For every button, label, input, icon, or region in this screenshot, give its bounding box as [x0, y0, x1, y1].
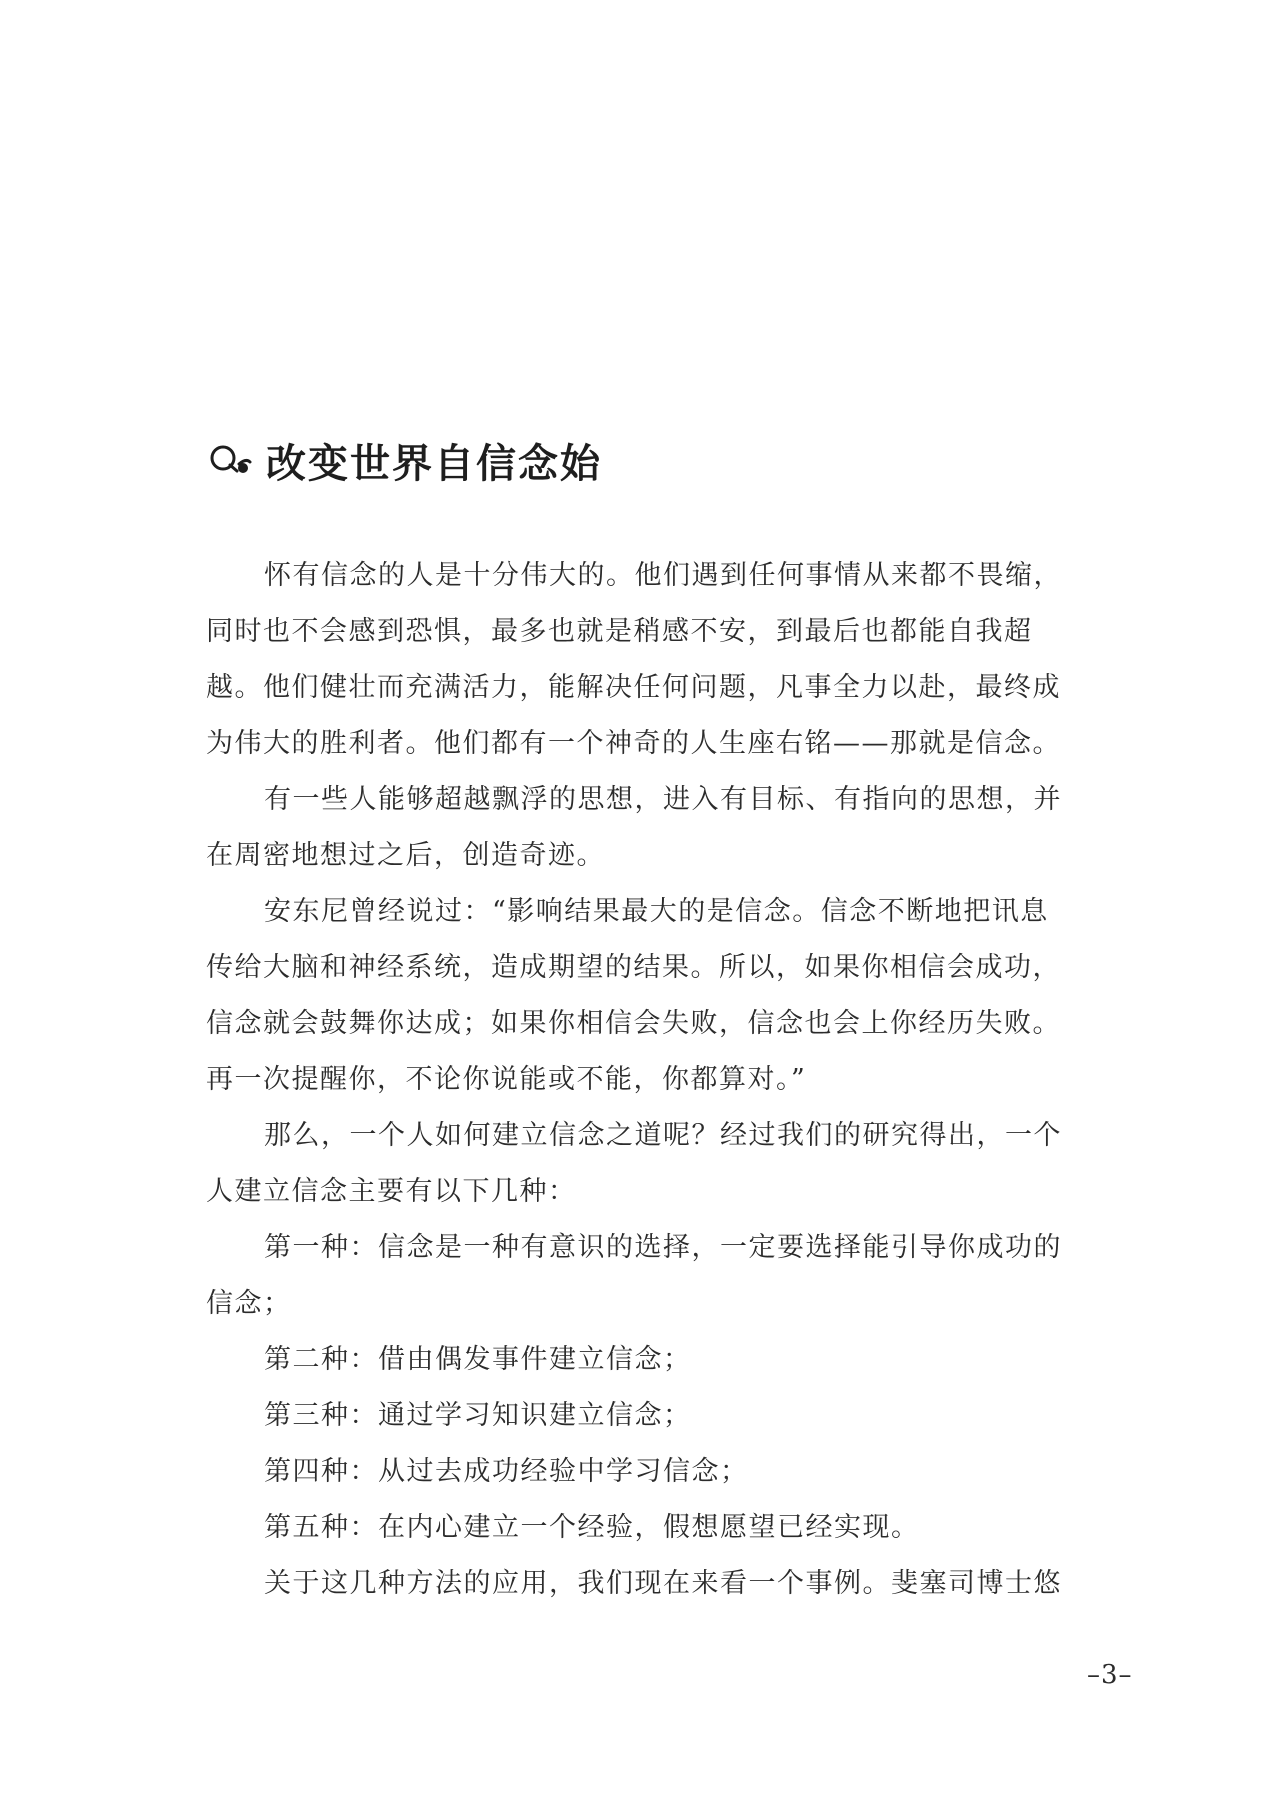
text-line: 同时也不会感到恐惧，最多也就是稍感不安，到最后也都能自我超 — [206, 616, 1033, 647]
text-line: 第五种：在内心建立一个经验，假想愿望已经实现。 — [264, 1512, 920, 1543]
text-line: 第一种：信念是一种有意识的选择，一定要选择能引导你成功的 — [264, 1232, 1062, 1263]
text-line: 有一些人能够超越飘浮的思想，进入有目标、有指向的思想，并 — [264, 784, 1062, 815]
text-line: 越。他们健壮而充满活力，能解决任何问题，凡事全力以赴，最终成 — [206, 672, 1061, 703]
text-line: 怀有信念的人是十分伟大的。他们遇到任何事情从来都不畏缩， — [264, 560, 1062, 591]
text-line: 传给大脑和神经系统，造成期望的结果。所以，如果你相信会成功， — [206, 952, 1061, 983]
text-line: 为伟大的胜利者。他们都有一个神奇的人生座右铭——那就是信念。 — [206, 728, 1061, 759]
text-line: 再一次提醒你，不论你说能或不能，你都算对。” — [206, 1064, 807, 1095]
text-line: 关于这几种方法的应用，我们现在来看一个事例。斐塞司博士悠 — [264, 1568, 1062, 1599]
text-line: 第四种：从过去成功经验中学习信念； — [264, 1456, 749, 1487]
body-text — [206, 548, 1086, 1612]
text-line: 第二种：借由偶发事件建立信念； — [264, 1344, 692, 1375]
text-line: 那么，一个人如何建立信念之道呢？经过我们的研究得出，一个 — [264, 1120, 1062, 1151]
text-line: 信念就会鼓舞你达成；如果你相信会失败，信念也会上你经历失败。 — [206, 1008, 1061, 1039]
text-line: 信念； — [206, 1288, 292, 1319]
text-line: 在周密地想过之后，创造奇迹。 — [206, 840, 605, 871]
text-line: 人建立信念主要有以下几种： — [206, 1176, 577, 1207]
text-line: 第三种：通过学习知识建立信念； — [264, 1400, 692, 1431]
magnifier-icon — [206, 438, 258, 482]
text-line: 安东尼曾经说过：“影响结果最大的是信念。信念不断地把讯息 — [264, 896, 1049, 927]
section-title: 改变世界自信念始 — [266, 439, 602, 487]
section-heading — [206, 430, 602, 490]
page-number: –3– — [1087, 1660, 1133, 1690]
